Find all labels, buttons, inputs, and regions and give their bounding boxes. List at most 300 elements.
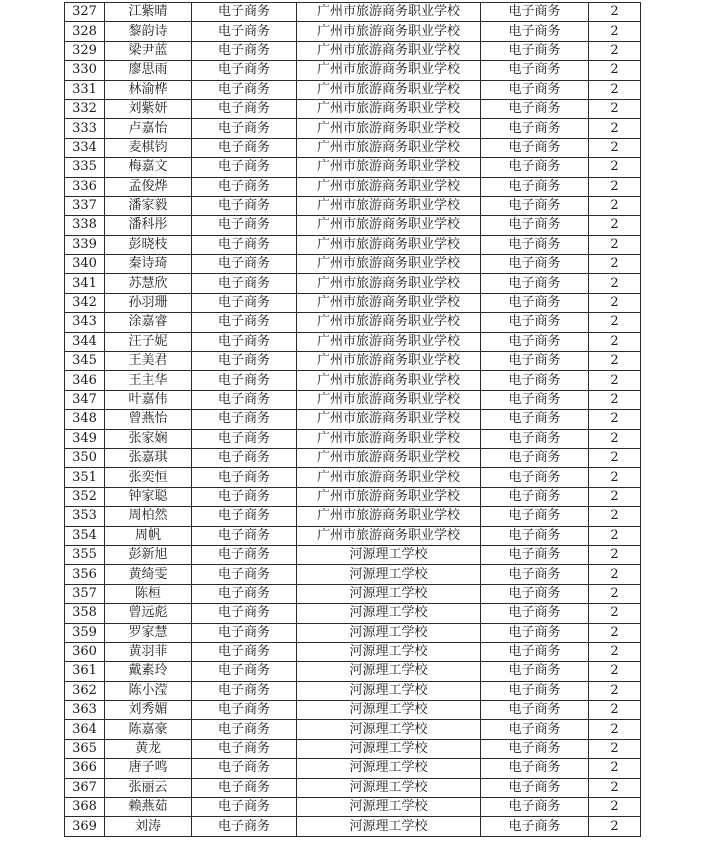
student-name-cell: 江紫晴	[105, 3, 192, 22]
table-row	[65, 623, 641, 642]
count-cell: 2	[589, 119, 641, 138]
student-name-cell: 曾远彪	[105, 604, 192, 623]
row-number-cell: 334	[65, 138, 105, 157]
row-number-cell: 336	[65, 177, 105, 196]
competition-major-cell: 电子商务	[481, 119, 589, 138]
table-row	[65, 177, 641, 196]
school-cell: 广州市旅游商务职业学校	[297, 507, 481, 526]
student-name-cell: 孟俊烨	[105, 177, 192, 196]
competition-major-cell: 电子商务	[481, 526, 589, 545]
school-cell: 广州市旅游商务职业学校	[297, 468, 481, 487]
competition-major-cell: 电子商务	[481, 41, 589, 60]
school-cell: 广州市旅游商务职业学校	[297, 235, 481, 254]
student-name-cell: 陈小滢	[105, 681, 192, 700]
competition-major-cell: 电子商务	[481, 448, 589, 467]
row-number-cell: 350	[65, 448, 105, 467]
major-cell: 电子商务	[192, 604, 297, 623]
competition-major-cell: 电子商务	[481, 604, 589, 623]
count-cell: 2	[589, 22, 641, 41]
count-cell: 2	[589, 99, 641, 118]
competition-major-cell: 电子商务	[481, 390, 589, 409]
major-cell: 电子商务	[192, 410, 297, 429]
competition-major-cell: 电子商务	[481, 274, 589, 293]
competition-major-cell: 电子商务	[481, 22, 589, 41]
competition-major-cell: 电子商务	[481, 701, 589, 720]
row-number-cell: 327	[65, 3, 105, 22]
major-cell: 电子商务	[192, 352, 297, 371]
school-cell: 广州市旅游商务职业学校	[297, 80, 481, 99]
row-number-cell: 357	[65, 584, 105, 603]
count-cell: 2	[589, 177, 641, 196]
table-row	[65, 701, 641, 720]
row-number-cell: 360	[65, 642, 105, 661]
table-row	[65, 138, 641, 157]
school-cell: 广州市旅游商务职业学校	[297, 352, 481, 371]
student-name-cell: 曾燕怡	[105, 410, 192, 429]
row-number-cell: 369	[65, 817, 105, 836]
row-number-cell: 328	[65, 22, 105, 41]
count-cell: 2	[589, 138, 641, 157]
count-cell: 2	[589, 80, 641, 99]
competition-major-cell: 电子商务	[481, 507, 589, 526]
table-row	[65, 798, 641, 817]
competition-major-cell: 电子商务	[481, 739, 589, 758]
table-row	[65, 371, 641, 390]
table-row	[65, 390, 641, 409]
student-name-cell: 梁尹蓝	[105, 41, 192, 60]
student-name-cell: 黄羽菲	[105, 642, 192, 661]
competition-major-cell: 电子商务	[481, 80, 589, 99]
major-cell: 电子商务	[192, 448, 297, 467]
count-cell: 2	[589, 429, 641, 448]
row-number-cell: 340	[65, 255, 105, 274]
row-number-cell: 345	[65, 352, 105, 371]
table-row	[65, 119, 641, 138]
major-cell: 电子商务	[192, 216, 297, 235]
roster-table-body	[65, 3, 641, 837]
count-cell: 2	[589, 681, 641, 700]
competition-major-cell: 电子商务	[481, 798, 589, 817]
table-row	[65, 642, 641, 661]
student-name-cell: 孙羽珊	[105, 293, 192, 312]
row-number-cell: 339	[65, 235, 105, 254]
student-name-cell: 陈桓	[105, 584, 192, 603]
school-cell: 广州市旅游商务职业学校	[297, 158, 481, 177]
count-cell: 2	[589, 255, 641, 274]
student-name-cell: 彭晓枝	[105, 235, 192, 254]
student-name-cell: 叶嘉伟	[105, 390, 192, 409]
table-row	[65, 778, 641, 797]
table-row	[65, 468, 641, 487]
competition-major-cell: 电子商务	[481, 662, 589, 681]
student-name-cell: 王美君	[105, 352, 192, 371]
major-cell: 电子商务	[192, 371, 297, 390]
major-cell: 电子商务	[192, 507, 297, 526]
count-cell: 2	[589, 158, 641, 177]
table-row	[65, 158, 641, 177]
major-cell: 电子商务	[192, 119, 297, 138]
count-cell: 2	[589, 623, 641, 642]
row-number-cell: 368	[65, 798, 105, 817]
table-row	[65, 526, 641, 545]
table-row	[65, 604, 641, 623]
count-cell: 2	[589, 371, 641, 390]
student-name-cell: 潘科彤	[105, 216, 192, 235]
student-name-cell: 秦诗琦	[105, 255, 192, 274]
table-row	[65, 41, 641, 60]
school-cell: 河源理工学校	[297, 778, 481, 797]
row-number-cell: 344	[65, 332, 105, 351]
school-cell: 广州市旅游商务职业学校	[297, 196, 481, 215]
table-row	[65, 584, 641, 603]
row-number-cell: 352	[65, 487, 105, 506]
major-cell: 电子商务	[192, 584, 297, 603]
school-cell: 广州市旅游商务职业学校	[297, 390, 481, 409]
row-number-cell: 363	[65, 701, 105, 720]
major-cell: 电子商务	[192, 332, 297, 351]
student-name-cell: 刘紫妍	[105, 99, 192, 118]
document-page	[64, 2, 640, 837]
count-cell: 2	[589, 565, 641, 584]
school-cell: 河源理工学校	[297, 545, 481, 564]
row-number-cell: 353	[65, 507, 105, 526]
table-row	[65, 681, 641, 700]
count-cell: 2	[589, 274, 641, 293]
major-cell: 电子商务	[192, 158, 297, 177]
school-cell: 广州市旅游商务职业学校	[297, 371, 481, 390]
school-cell: 河源理工学校	[297, 565, 481, 584]
row-number-cell: 356	[65, 565, 105, 584]
school-cell: 广州市旅游商务职业学校	[297, 293, 481, 312]
school-cell: 广州市旅游商务职业学校	[297, 22, 481, 41]
major-cell: 电子商务	[192, 3, 297, 22]
table-row	[65, 313, 641, 332]
school-cell: 广州市旅游商务职业学校	[297, 332, 481, 351]
competition-major-cell: 电子商务	[481, 429, 589, 448]
table-row	[65, 545, 641, 564]
competition-major-cell: 电子商务	[481, 61, 589, 80]
major-cell: 电子商务	[192, 313, 297, 332]
competition-major-cell: 电子商务	[481, 352, 589, 371]
competition-major-cell: 电子商务	[481, 565, 589, 584]
count-cell: 2	[589, 526, 641, 545]
major-cell: 电子商务	[192, 274, 297, 293]
school-cell: 河源理工学校	[297, 759, 481, 778]
student-name-cell: 梅嘉文	[105, 158, 192, 177]
student-name-cell: 卢嘉怡	[105, 119, 192, 138]
count-cell: 2	[589, 332, 641, 351]
major-cell: 电子商务	[192, 778, 297, 797]
school-cell: 河源理工学校	[297, 701, 481, 720]
student-name-cell: 苏慧欣	[105, 274, 192, 293]
count-cell: 2	[589, 352, 641, 371]
competition-major-cell: 电子商务	[481, 177, 589, 196]
school-cell: 广州市旅游商务职业学校	[297, 487, 481, 506]
school-cell: 广州市旅游商务职业学校	[297, 526, 481, 545]
row-number-cell: 367	[65, 778, 105, 797]
count-cell: 2	[589, 487, 641, 506]
row-number-cell: 358	[65, 604, 105, 623]
competition-major-cell: 电子商务	[481, 99, 589, 118]
row-number-cell: 329	[65, 41, 105, 60]
competition-major-cell: 电子商务	[481, 216, 589, 235]
roster-table	[64, 2, 641, 837]
table-row	[65, 274, 641, 293]
row-number-cell: 335	[65, 158, 105, 177]
student-name-cell: 周帆	[105, 526, 192, 545]
row-number-cell: 355	[65, 545, 105, 564]
row-number-cell: 364	[65, 720, 105, 739]
student-name-cell: 张嘉琪	[105, 448, 192, 467]
row-number-cell: 338	[65, 216, 105, 235]
count-cell: 2	[589, 61, 641, 80]
row-number-cell: 331	[65, 80, 105, 99]
student-name-cell: 麦棋钧	[105, 138, 192, 157]
student-name-cell: 涂嘉睿	[105, 313, 192, 332]
student-name-cell: 张奕恒	[105, 468, 192, 487]
major-cell: 电子商务	[192, 61, 297, 80]
major-cell: 电子商务	[192, 759, 297, 778]
table-row	[65, 759, 641, 778]
count-cell: 2	[589, 468, 641, 487]
count-cell: 2	[589, 41, 641, 60]
row-number-cell: 330	[65, 61, 105, 80]
student-name-cell: 彭新旭	[105, 545, 192, 564]
row-number-cell: 365	[65, 739, 105, 758]
major-cell: 电子商务	[192, 468, 297, 487]
school-cell: 广州市旅游商务职业学校	[297, 138, 481, 157]
student-name-cell: 赖燕茹	[105, 798, 192, 817]
table-row	[65, 3, 641, 22]
school-cell: 广州市旅游商务职业学校	[297, 3, 481, 22]
major-cell: 电子商务	[192, 662, 297, 681]
competition-major-cell: 电子商务	[481, 778, 589, 797]
school-cell: 广州市旅游商务职业学校	[297, 448, 481, 467]
table-row	[65, 352, 641, 371]
major-cell: 电子商务	[192, 138, 297, 157]
row-number-cell: 362	[65, 681, 105, 700]
school-cell: 河源理工学校	[297, 817, 481, 836]
major-cell: 电子商务	[192, 487, 297, 506]
count-cell: 2	[589, 798, 641, 817]
competition-major-cell: 电子商务	[481, 196, 589, 215]
student-name-cell: 刘涛	[105, 817, 192, 836]
table-row	[65, 293, 641, 312]
table-row	[65, 739, 641, 758]
table-row	[65, 332, 641, 351]
school-cell: 广州市旅游商务职业学校	[297, 41, 481, 60]
count-cell: 2	[589, 817, 641, 836]
competition-major-cell: 电子商务	[481, 468, 589, 487]
count-cell: 2	[589, 410, 641, 429]
major-cell: 电子商务	[192, 701, 297, 720]
student-name-cell: 张家娴	[105, 429, 192, 448]
student-name-cell: 黎韵诗	[105, 22, 192, 41]
school-cell: 河源理工学校	[297, 720, 481, 739]
major-cell: 电子商务	[192, 99, 297, 118]
student-name-cell: 罗家慧	[105, 623, 192, 642]
count-cell: 2	[589, 662, 641, 681]
major-cell: 电子商务	[192, 739, 297, 758]
major-cell: 电子商务	[192, 798, 297, 817]
row-number-cell: 354	[65, 526, 105, 545]
school-cell: 广州市旅游商务职业学校	[297, 313, 481, 332]
school-cell: 广州市旅游商务职业学校	[297, 274, 481, 293]
count-cell: 2	[589, 604, 641, 623]
school-cell: 河源理工学校	[297, 604, 481, 623]
table-row	[65, 80, 641, 99]
table-row	[65, 448, 641, 467]
school-cell: 广州市旅游商务职业学校	[297, 61, 481, 80]
table-row	[65, 487, 641, 506]
school-cell: 广州市旅游商务职业学校	[297, 119, 481, 138]
table-row	[65, 429, 641, 448]
competition-major-cell: 电子商务	[481, 817, 589, 836]
competition-major-cell: 电子商务	[481, 720, 589, 739]
major-cell: 电子商务	[192, 196, 297, 215]
table-row	[65, 99, 641, 118]
student-name-cell: 黄龙	[105, 739, 192, 758]
school-cell: 河源理工学校	[297, 584, 481, 603]
major-cell: 电子商务	[192, 293, 297, 312]
school-cell: 河源理工学校	[297, 623, 481, 642]
major-cell: 电子商务	[192, 565, 297, 584]
major-cell: 电子商务	[192, 177, 297, 196]
major-cell: 电子商务	[192, 526, 297, 545]
major-cell: 电子商务	[192, 429, 297, 448]
competition-major-cell: 电子商务	[481, 332, 589, 351]
major-cell: 电子商务	[192, 642, 297, 661]
school-cell: 广州市旅游商务职业学校	[297, 99, 481, 118]
competition-major-cell: 电子商务	[481, 759, 589, 778]
major-cell: 电子商务	[192, 255, 297, 274]
table-row	[65, 61, 641, 80]
student-name-cell: 潘家毅	[105, 196, 192, 215]
table-row	[65, 216, 641, 235]
school-cell: 河源理工学校	[297, 662, 481, 681]
competition-major-cell: 电子商务	[481, 642, 589, 661]
school-cell: 广州市旅游商务职业学校	[297, 429, 481, 448]
major-cell: 电子商务	[192, 545, 297, 564]
school-cell: 广州市旅游商务职业学校	[297, 216, 481, 235]
row-number-cell: 351	[65, 468, 105, 487]
competition-major-cell: 电子商务	[481, 255, 589, 274]
school-cell: 河源理工学校	[297, 681, 481, 700]
count-cell: 2	[589, 720, 641, 739]
major-cell: 电子商务	[192, 390, 297, 409]
row-number-cell: 361	[65, 662, 105, 681]
count-cell: 2	[589, 216, 641, 235]
count-cell: 2	[589, 701, 641, 720]
table-row	[65, 255, 641, 274]
table-row	[65, 507, 641, 526]
competition-major-cell: 电子商务	[481, 584, 589, 603]
student-name-cell: 张丽云	[105, 778, 192, 797]
student-name-cell: 陈嘉豪	[105, 720, 192, 739]
table-row	[65, 410, 641, 429]
student-name-cell: 戴素玲	[105, 662, 192, 681]
table-row	[65, 662, 641, 681]
major-cell: 电子商务	[192, 817, 297, 836]
competition-major-cell: 电子商务	[481, 138, 589, 157]
count-cell: 2	[589, 390, 641, 409]
competition-major-cell: 电子商务	[481, 545, 589, 564]
row-number-cell: 347	[65, 390, 105, 409]
competition-major-cell: 电子商务	[481, 158, 589, 177]
major-cell: 电子商务	[192, 80, 297, 99]
table-row	[65, 235, 641, 254]
count-cell: 2	[589, 759, 641, 778]
row-number-cell: 333	[65, 119, 105, 138]
major-cell: 电子商务	[192, 41, 297, 60]
row-number-cell: 366	[65, 759, 105, 778]
competition-major-cell: 电子商务	[481, 681, 589, 700]
competition-major-cell: 电子商务	[481, 487, 589, 506]
row-number-cell: 349	[65, 429, 105, 448]
school-cell: 广州市旅游商务职业学校	[297, 255, 481, 274]
row-number-cell: 337	[65, 196, 105, 215]
table-row	[65, 22, 641, 41]
major-cell: 电子商务	[192, 623, 297, 642]
count-cell: 2	[589, 313, 641, 332]
row-number-cell: 359	[65, 623, 105, 642]
competition-major-cell: 电子商务	[481, 3, 589, 22]
count-cell: 2	[589, 235, 641, 254]
competition-major-cell: 电子商务	[481, 313, 589, 332]
count-cell: 2	[589, 293, 641, 312]
school-cell: 广州市旅游商务职业学校	[297, 410, 481, 429]
student-name-cell: 王主华	[105, 371, 192, 390]
competition-major-cell: 电子商务	[481, 410, 589, 429]
row-number-cell: 332	[65, 99, 105, 118]
row-number-cell: 342	[65, 293, 105, 312]
count-cell: 2	[589, 3, 641, 22]
competition-major-cell: 电子商务	[481, 293, 589, 312]
table-row	[65, 720, 641, 739]
count-cell: 2	[589, 545, 641, 564]
row-number-cell: 341	[65, 274, 105, 293]
student-name-cell: 刘秀媚	[105, 701, 192, 720]
count-cell: 2	[589, 642, 641, 661]
table-row	[65, 817, 641, 836]
major-cell: 电子商务	[192, 235, 297, 254]
student-name-cell: 廖思雨	[105, 61, 192, 80]
count-cell: 2	[589, 507, 641, 526]
competition-major-cell: 电子商务	[481, 235, 589, 254]
student-name-cell: 林渝桦	[105, 80, 192, 99]
count-cell: 2	[589, 196, 641, 215]
table-row	[65, 565, 641, 584]
student-name-cell: 唐子鸣	[105, 759, 192, 778]
competition-major-cell: 电子商务	[481, 371, 589, 390]
row-number-cell: 346	[65, 371, 105, 390]
major-cell: 电子商务	[192, 22, 297, 41]
count-cell: 2	[589, 778, 641, 797]
row-number-cell: 343	[65, 313, 105, 332]
competition-major-cell: 电子商务	[481, 623, 589, 642]
major-cell: 电子商务	[192, 720, 297, 739]
student-name-cell: 钟家聪	[105, 487, 192, 506]
school-cell: 河源理工学校	[297, 798, 481, 817]
table-row	[65, 196, 641, 215]
row-number-cell: 348	[65, 410, 105, 429]
count-cell: 2	[589, 584, 641, 603]
student-name-cell: 汪子妮	[105, 332, 192, 351]
count-cell: 2	[589, 448, 641, 467]
student-name-cell: 周柏然	[105, 507, 192, 526]
count-cell: 2	[589, 739, 641, 758]
school-cell: 广州市旅游商务职业学校	[297, 177, 481, 196]
